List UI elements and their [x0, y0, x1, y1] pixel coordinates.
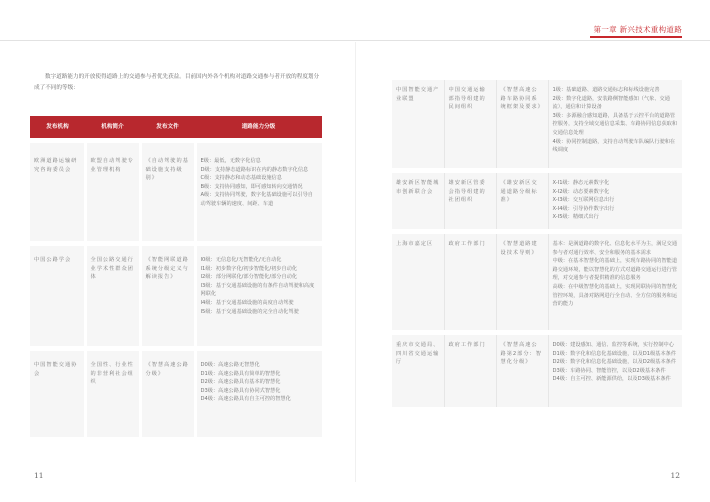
- org-cell: 雄安新区智能城市创新联合会: [392, 173, 444, 229]
- right-capability-table: [392, 80, 682, 407]
- chapter-title: 第一章 新兴技术重构道路: [593, 25, 682, 34]
- level-line: 基本：是满道路的数字化、信息化水平为主，满足交通参与者对通行效率、安全和服务的基本需求: [552, 241, 678, 256]
- level-line: I3级：基于交通基础设施的有条件自动驾驶和高度网联化: [200, 282, 315, 298]
- doc-cell: 《雄安新区交通道路分级标准》: [496, 173, 548, 229]
- level-line: D0级：高速公路无智慧化: [200, 362, 260, 368]
- table-row: [392, 173, 682, 229]
- desc-cell: 雄安新区管委会指导组建的社团组织: [444, 173, 496, 229]
- level-line: 4级：协同控制道路，支持自动驾驶车队编队行驶和在线调度: [552, 138, 676, 154]
- doc-cell: 《智能网联道路系统分级定义与解读报告》: [140, 246, 195, 346]
- left-table-header: [30, 116, 322, 138]
- table-row: [392, 234, 682, 330]
- level-line: I5级：基于交通基础设施的完全自动化驾驶: [200, 308, 299, 315]
- level-line: 2级：数字化道路，安装路侧智能感知（气象、交通流），通信和计算设备: [552, 95, 670, 111]
- level-line: D4级：高速公路具有自主可控的智慧化: [200, 396, 291, 403]
- doc-cell: 《智慧高速公路第2部分：智慧化分级》: [496, 335, 548, 407]
- levels-cell: [548, 80, 682, 168]
- org-cell: 重庆市交通局、四川省交通运输厅: [392, 335, 444, 407]
- level-line: 3级：多源融合感知道路，具备基于云控平台的道路管控服务，支持全域交通信息采集、车路协同信息获取和交通信息处理: [552, 112, 678, 136]
- col-header-desc: 机构简介: [85, 116, 140, 138]
- levels-cell: [195, 351, 322, 437]
- level-line: D4级：自主可控、新能源供给，以及D3级基本条件: [552, 376, 671, 383]
- chapter-accent-rule: [590, 36, 682, 38]
- level-line: D1级：数字化和信息化基础设施，以及D1级基本条件: [552, 350, 677, 357]
- table-row: [392, 335, 682, 407]
- level-line: X-I1级：静态元素数字化: [552, 180, 610, 186]
- levels-cell: [548, 234, 682, 330]
- doc-cell: 《智慧高速公路分级》: [140, 351, 195, 437]
- table-row: [30, 246, 322, 346]
- level-line: C级：支持静态和动态基础设施信息: [200, 175, 282, 182]
- org-cell: 欧洲道路运输研究咨询委员会: [30, 143, 85, 241]
- col-header-doc: 发布文件: [140, 116, 195, 138]
- doc-cell: 《自动驾驶的基础设施支持级别》: [140, 143, 195, 241]
- org-cell: 上海市嘉定区: [392, 234, 444, 330]
- level-line: E级：最低，无数字化信息: [200, 158, 261, 164]
- doc-cell: 《智慧道路建设技术导则》: [496, 234, 548, 330]
- levels-cell: [195, 246, 322, 346]
- levels-cell: [195, 143, 322, 241]
- col-header-levels: 道路能力分级: [195, 116, 322, 138]
- table-row: [392, 80, 682, 168]
- level-line: D1级：高速公路具有简单的智慧化: [200, 370, 281, 377]
- page-number-right: 12: [670, 471, 680, 480]
- level-line: D3级：高速公路具有协同式智慧化: [200, 387, 281, 394]
- intro-text: 数字道路能力的开放使得道路上的交通参与者优先获益。目前国内外各个机构对道路交通参与者开放的程度划分成了不同的等级：: [34, 74, 320, 91]
- level-line: X-I2级：动态要素数字化: [552, 188, 610, 195]
- doc-cell: 《智慧高速公路车路协同系统框架及要求》: [496, 80, 548, 168]
- level-line: B级：支持协同感知，即可感知转向交通情况: [200, 183, 303, 190]
- level-line: X-I4级：引导协作数字出行: [552, 205, 615, 212]
- levels-cell: [548, 173, 682, 229]
- level-line: X-I3级：交互联网信息出行: [552, 197, 615, 204]
- level-line: 1级：基础道路、道路交通标志和标线设施完善: [552, 87, 660, 93]
- page-number-left: 11: [34, 471, 44, 480]
- desc-cell: 政府工作部门: [444, 335, 496, 407]
- page-gutter: [355, 42, 356, 482]
- org-cell: 中国公路学会: [30, 246, 85, 346]
- desc-cell: 全国性、行业性的非营利社会组织: [85, 351, 140, 437]
- level-line: X-I5级：精细式出行: [552, 214, 599, 221]
- desc-cell: 欧盟自动驾驶专业管理机构: [85, 143, 140, 241]
- desc-cell: 全国公路交通行业学术性群众团体: [85, 246, 140, 346]
- level-line: D2级：高速公路具有基本的智慧化: [200, 379, 281, 386]
- level-line: I0级：无信息化/无智能化/无自动化: [200, 257, 282, 263]
- level-line: I1级：初步数字化/初步智能化/初步自动化: [200, 265, 298, 272]
- table-row: [30, 351, 322, 437]
- desc-cell: 中国交通运输部指导组建的民间组织: [444, 80, 496, 168]
- left-capability-table: [30, 116, 322, 437]
- col-header-org: 发布机构: [30, 116, 85, 138]
- org-cell: 中国智能交通产业联盟: [392, 80, 444, 168]
- level-line: D2级：数字化和信息化基础设施，以及D2级基本条件: [552, 359, 677, 366]
- level-line: 高级：在中级智慧化的基础上，实现同联协同的智慧化管控环境，具备对路网进行全自动、全方位的服务和运营的能力: [552, 283, 678, 308]
- level-line: 中级：在基本智慧化的基础上，实现车路协同的智能道路交通环境，能以智慧化的方式对道路交通运行进行管理，对交通参与者提供精准的信息服务: [552, 258, 678, 282]
- level-line: I2级：部分网联化/部分智能化/部分自动化: [200, 274, 298, 281]
- level-line: D3级：车路协同、智能管控，以及D2级基本条件: [552, 367, 666, 374]
- header-rule: [0, 40, 710, 41]
- desc-cell: 政府工作部门: [444, 234, 496, 330]
- org-cell: 中国智能交通协会: [30, 351, 85, 437]
- levels-cell: [548, 335, 682, 407]
- level-line: D级：支持静态道路标识在内的静态数字化信息: [200, 166, 309, 173]
- table-row: [30, 143, 322, 241]
- level-line: A级：支持协同驾驶，数字化基础设施可以引导自动驾驶车辆的速度、间距、车道: [200, 192, 313, 207]
- intro-paragraph: [34, 72, 322, 94]
- level-line: D0级：建设感知、通信、监控等系统，实行控制中心: [552, 342, 674, 348]
- level-line: I4级：基于交通基础设施的高度自动驾驶: [200, 299, 294, 306]
